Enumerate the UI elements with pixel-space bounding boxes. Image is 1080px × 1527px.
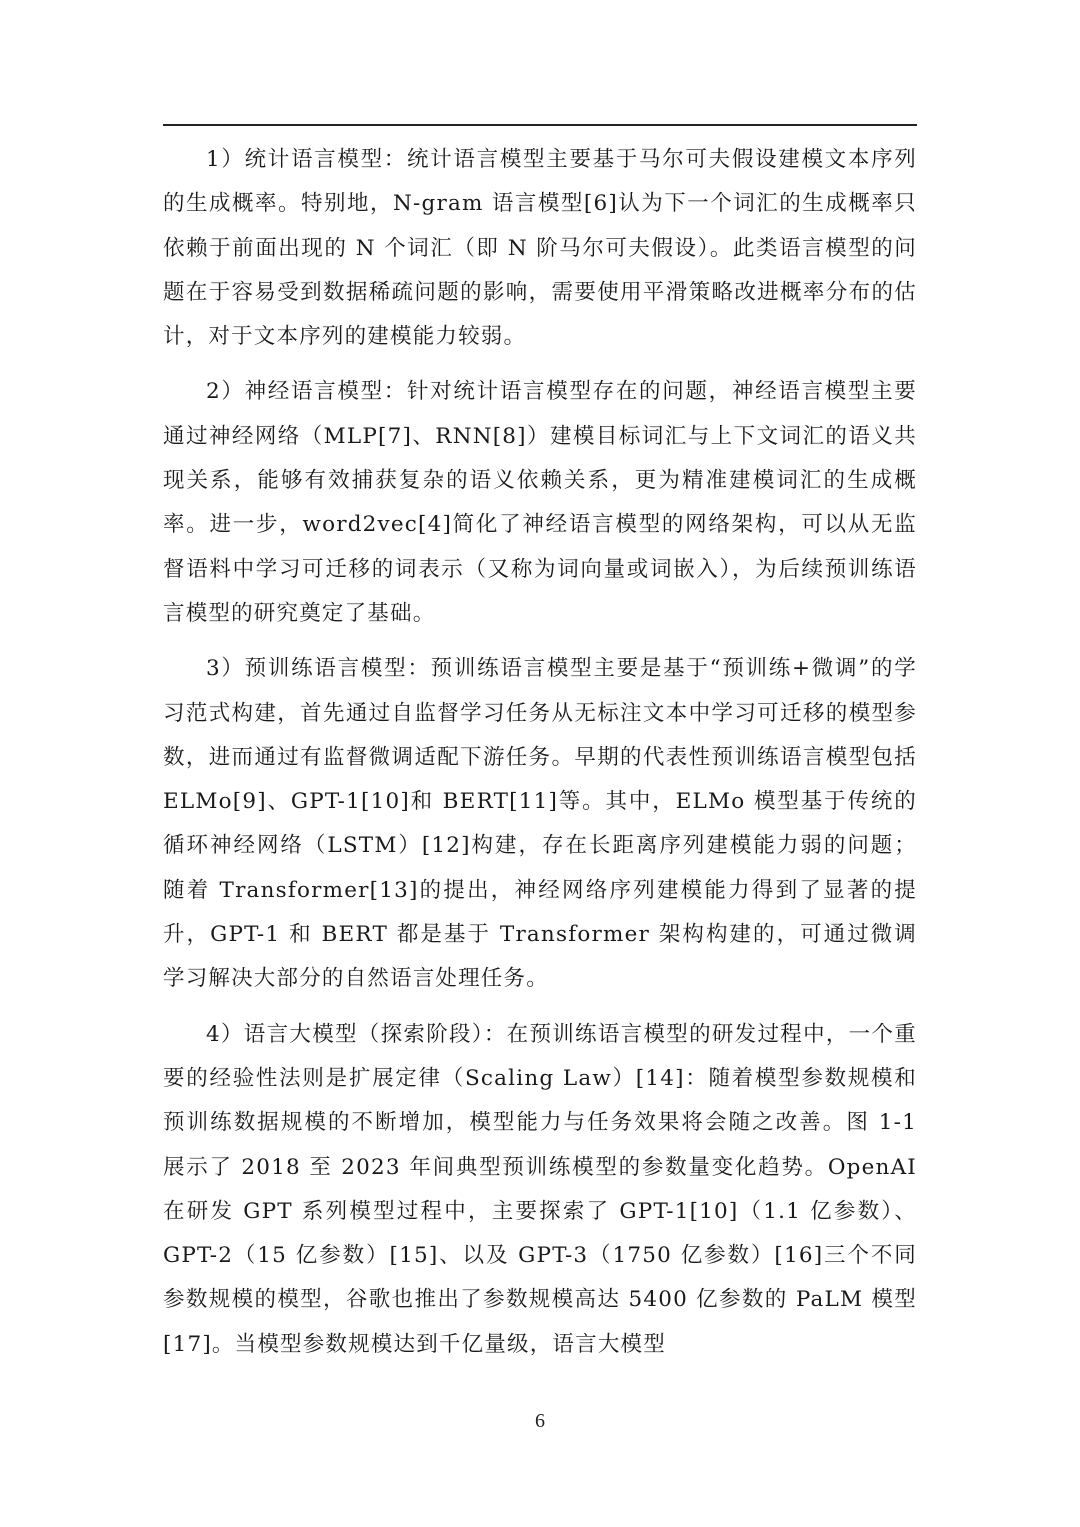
body-text <box>163 138 917 1378</box>
page-number: 6 <box>535 1410 545 1432</box>
header-rule <box>163 124 917 126</box>
paragraph-statistical-lm: 1）统计语言模型：统计语言模型主要基于马尔可夫假设建模文本序列的生成概率。特别地，N-gram 语言模型[6]认为下一个词汇的生成概率只依赖于前面出现的 N 个词汇（即 N 阶马尔可夫假设）。此类语言模型的问题在于容易受到数据稀疏问题的影响，需要使用平滑策略改进概率分布的估计，对于文本序列的建模能力较弱。 <box>163 147 917 350</box>
paragraph-large-lm: 4）语言大模型（探索阶段）：在预训练语言模型的研发过程中，一个重要的经验性法则是扩展定律（Scaling Law）[14]：随着模型参数规模和预训练数据规模的不断增加，模型能力与任务效果将会随之改善。图 1-1 展示了 2018 至 2023 年间典型预训练模型的参数量变化趋势。OpenAI 在研发 GPT 系列模型过程中，主要探索了 GPT-1[10]（1.1 亿参数）、GPT-2（15 亿参数）[15]、以及 GPT-3（1750 亿参数）[16]三个不同参数规模的模型，谷歌也推出了参数规模高达 5400 亿参数的 PaLM 模型[17]。当模型参数规模达到千亿量级，语言大模型 <box>163 1021 917 1357</box>
paragraph-neural-lm: 2）神经语言模型：针对统计语言模型存在的问题，神经语言模型主要通过神经网络（MLP[7]、RNN[8]）建模目标词汇与上下文词汇的语义共现关系，能够有效捕获复杂的语义依赖关系，更为精准建模词汇的生成概率。进一步，word2vec[4]简化了神经语言模型的网络架构，可以从无监督语料中学习可迁移的词表示（又称为词向量或词嵌入），为后续预训练语言模型的研究奠定了基础。 <box>163 379 917 626</box>
paragraph-pretrained-lm: 3）预训练语言模型：预训练语言模型主要是基于“预训练+微调”的学习范式构建，首先通过自监督学习任务从无标注文本中学习可迁移的模型参数，进而通过有监督微调适配下游任务。早期的代表性预训练语言模型包括 ELMo[9]、GPT-1[10]和 BERT[11]等。其中，ELMo 模型基于传统的循环神经网络（LSTM）[12]构建，存在长距离序列建模能力弱的问题；随着 Transformer[13]的提出，神经网络序列建模能力得到了显著的提升，GPT-1 和 BERT 都是基于 Transformer 架构构建的，可通过微调学习解决大部分的自然语言处理任务。 <box>163 656 917 992</box>
